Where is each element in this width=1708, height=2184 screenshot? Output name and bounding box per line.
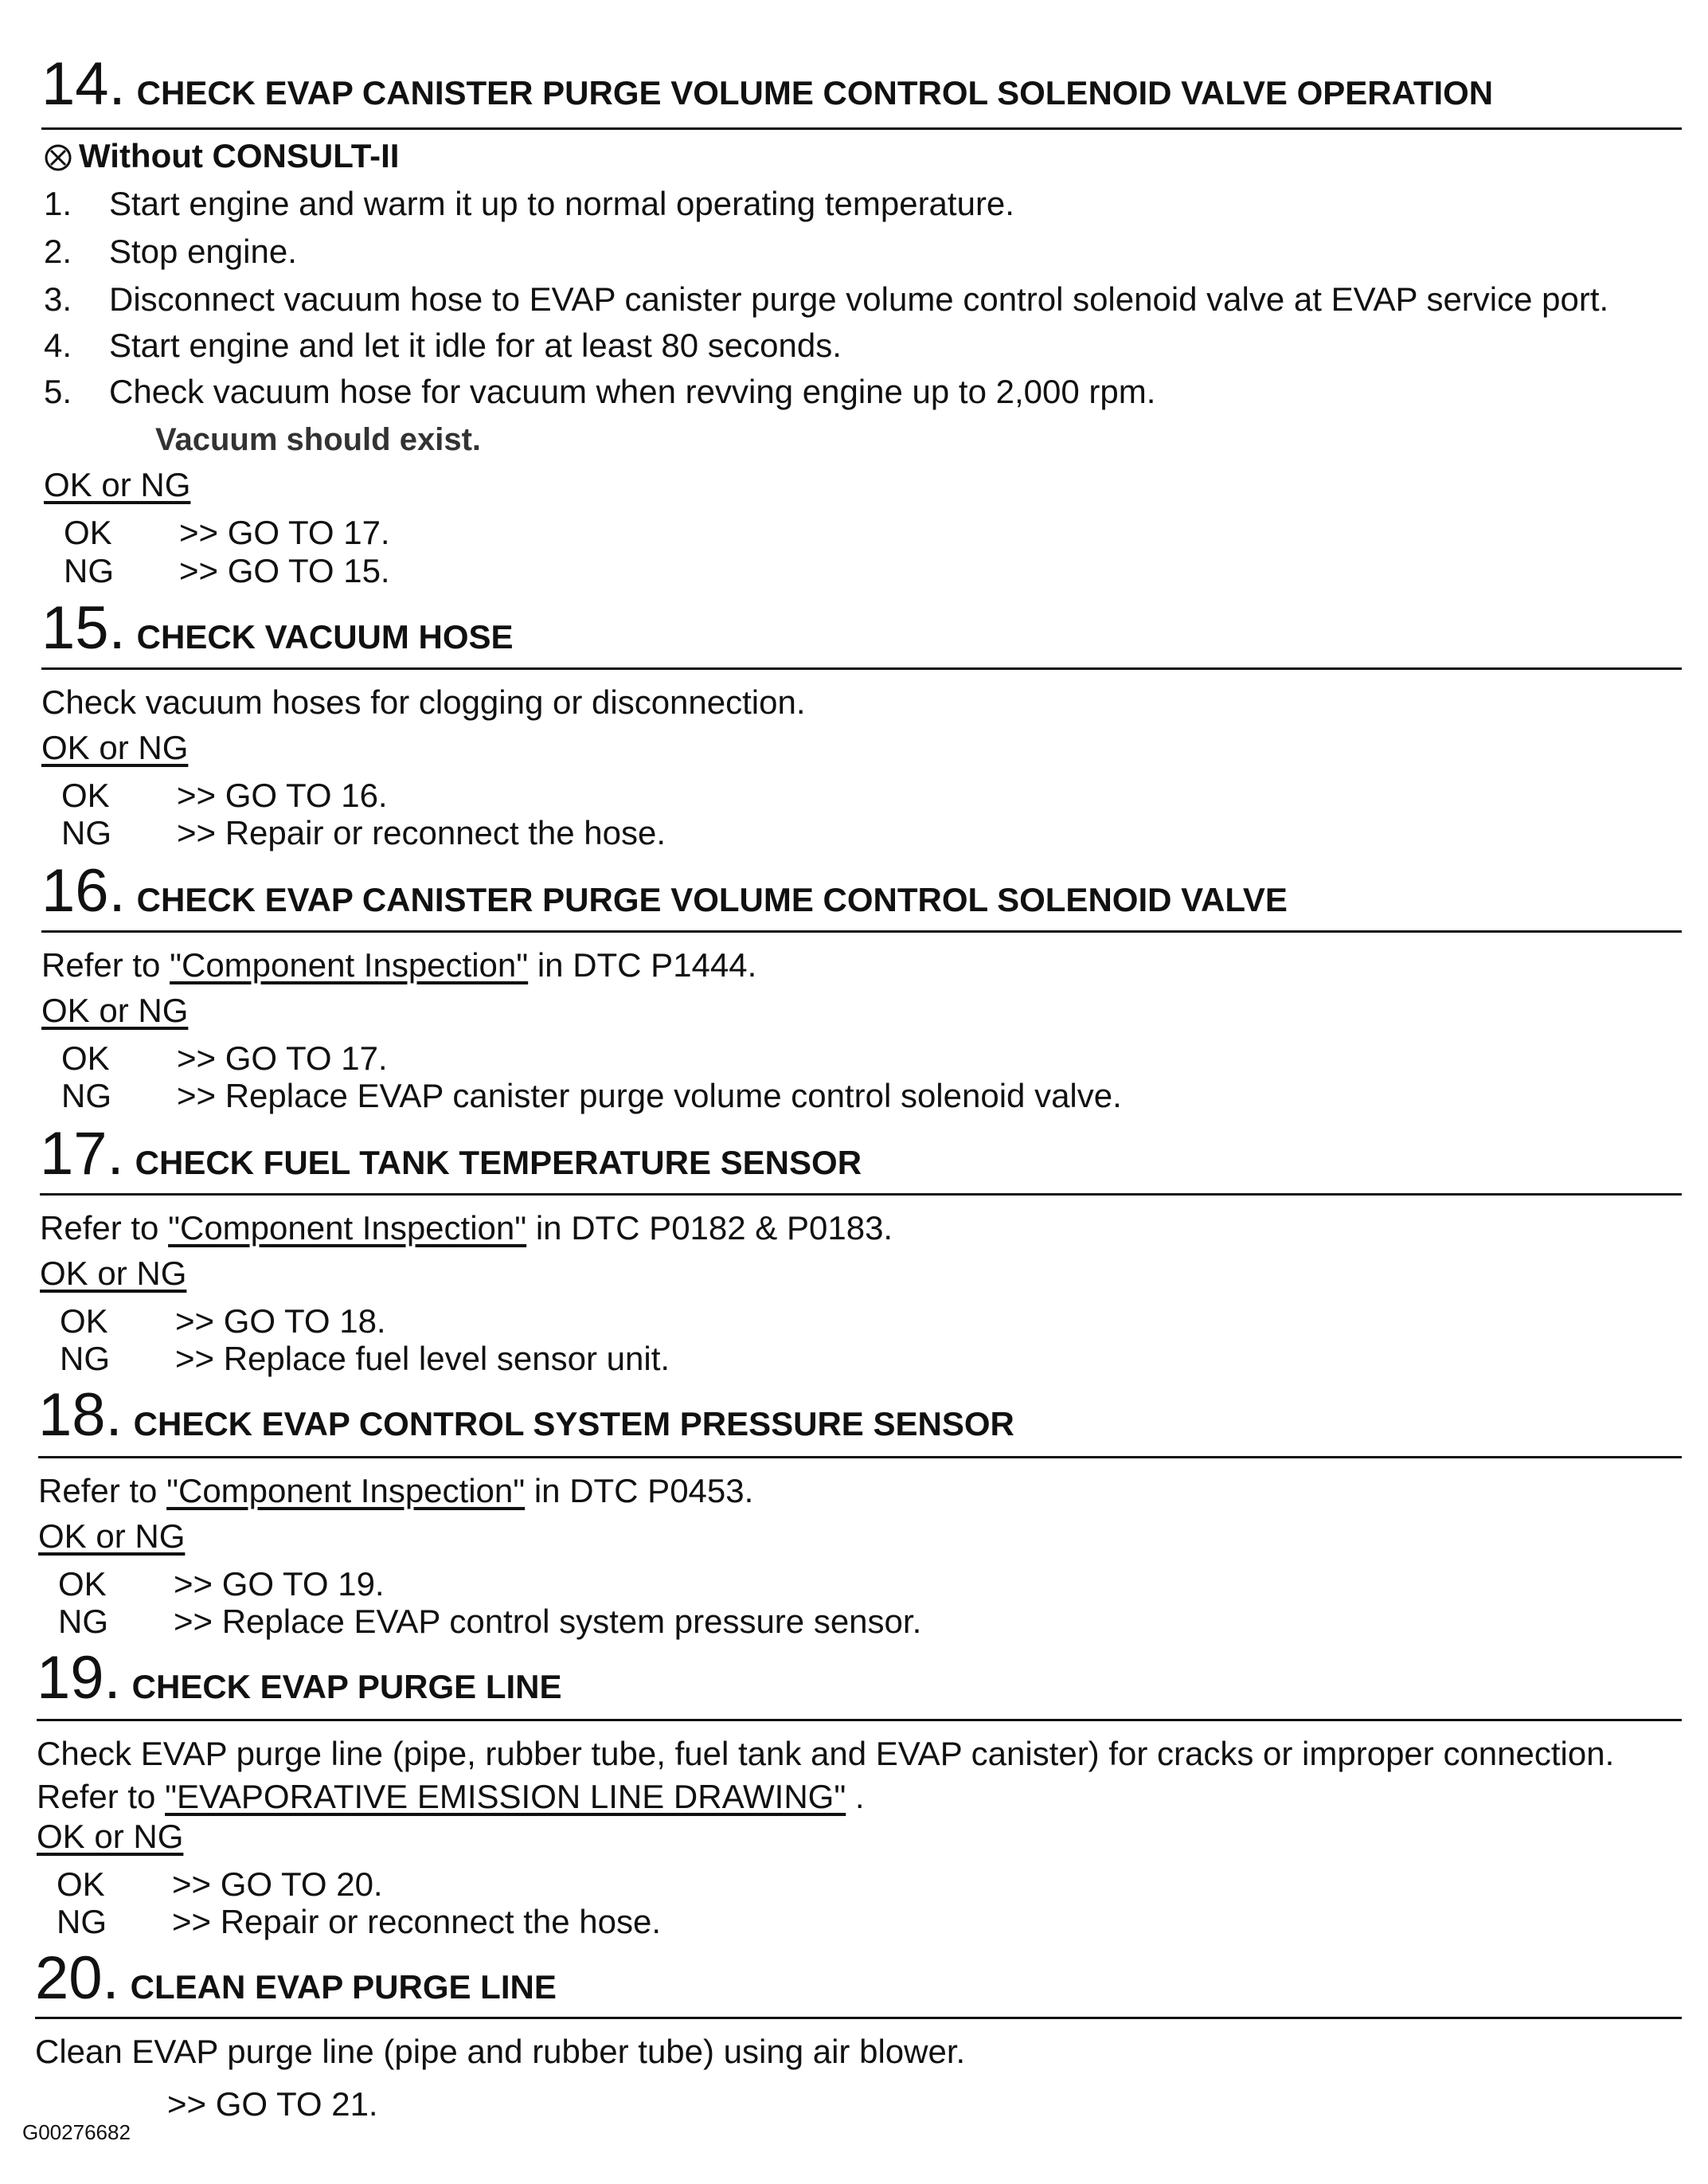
section-body: Clean EVAP purge line (pipe and rubber tube) using air blower. bbox=[35, 2033, 966, 2070]
result-ok: OK >> GO TO 18. bbox=[60, 1302, 386, 1340]
subheading-text: Without CONSULT-II bbox=[79, 137, 400, 174]
section-number: 20. bbox=[35, 1944, 119, 2012]
section-number: 19. bbox=[37, 1644, 121, 1712]
section-number: 16. bbox=[41, 857, 126, 925]
section-divider bbox=[40, 1193, 1682, 1196]
step-5: 5. Check vacuum hose for vacuum when revving engine up to 2,000 rpm. bbox=[44, 373, 1156, 410]
ok-ng-label: OK or NG bbox=[41, 729, 189, 766]
section-body: Refer to "Component Inspection" in DTC P0182 & P0183. bbox=[40, 1209, 893, 1247]
section-title: CHECK EVAP CANISTER PURGE VOLUME CONTROL SOLENOID VALVE OPERATION bbox=[136, 74, 1494, 112]
next-step: >> GO TO 21. bbox=[167, 2085, 378, 2123]
section-title: CLEAN EVAP PURGE LINE bbox=[130, 1968, 557, 2006]
result-ok: OK >> GO TO 17. bbox=[61, 1039, 388, 1077]
section-19-heading bbox=[37, 1643, 562, 1712]
ok-ng-label: OK or NG bbox=[40, 1254, 187, 1292]
section-18-heading bbox=[38, 1380, 1014, 1450]
section-body: Check vacuum hoses for clogging or disconnection. bbox=[41, 683, 806, 721]
result-ng: NG >> Replace EVAP canister purge volume control solenoid valve. bbox=[61, 1077, 1122, 1114]
section-title: CHECK FUEL TANK TEMPERATURE SENSOR bbox=[135, 1144, 862, 1181]
step-4: 4. Start engine and let it idle for at least 80 seconds. bbox=[44, 327, 842, 364]
result-ok: OK >> GO TO 16. bbox=[61, 777, 388, 814]
section-number: 15. bbox=[41, 594, 126, 662]
section-body-refer: Refer to "EVAPORATIVE EMISSION LINE DRAWING" . bbox=[37, 1778, 865, 1815]
spec-note: Vacuum should exist. bbox=[155, 422, 482, 457]
consult-subheading bbox=[44, 137, 399, 175]
component-inspection-link[interactable]: "Component Inspection" bbox=[166, 1472, 526, 1509]
component-inspection-link[interactable]: "Component Inspection" bbox=[170, 946, 529, 984]
result-ng: NG >> Replace fuel level sensor unit. bbox=[60, 1340, 670, 1377]
section-body: Refer to "Component Inspection" in DTC P0453. bbox=[38, 1472, 754, 1509]
result-ng: NG >> Repair or reconnect the hose. bbox=[57, 1903, 662, 1940]
step-1: 1. Start engine and warm it up to normal operating temperature. bbox=[44, 185, 1014, 222]
section-15-heading bbox=[41, 593, 514, 663]
section-14-heading bbox=[41, 49, 1493, 119]
section-number: 14. bbox=[41, 50, 126, 118]
ok-ng-label: OK or NG bbox=[37, 1818, 184, 1855]
ok-ng-label: OK or NG bbox=[44, 466, 191, 503]
section-17-heading bbox=[40, 1119, 862, 1188]
result-ok: OK >> GO TO 19. bbox=[58, 1565, 385, 1603]
result-ng: NG >> GO TO 15. bbox=[64, 552, 390, 589]
section-title: CHECK EVAP CONTROL SYSTEM PRESSURE SENSOR bbox=[133, 1405, 1014, 1442]
section-number: 17. bbox=[40, 1120, 124, 1188]
section-title: CHECK EVAP CANISTER PURGE VOLUME CONTROL SOLENOID VALVE bbox=[136, 881, 1288, 918]
step-2: 2. Stop engine. bbox=[44, 233, 297, 270]
result-ng: NG >> Repair or reconnect the hose. bbox=[61, 814, 666, 851]
result-ok: OK >> GO TO 20. bbox=[57, 1865, 383, 1903]
section-divider bbox=[35, 2017, 1682, 2019]
ok-ng-label: OK or NG bbox=[38, 1517, 186, 1555]
section-16-heading bbox=[41, 856, 1288, 926]
section-number: 18. bbox=[38, 1381, 123, 1449]
section-title: CHECK EVAP PURGE LINE bbox=[131, 1668, 562, 1705]
result-ok: OK >> GO TO 17. bbox=[64, 514, 390, 551]
evaporative-emission-line-drawing-link[interactable]: "EVAPORATIVE EMISSION LINE DRAWING" bbox=[165, 1778, 846, 1815]
section-divider bbox=[38, 1456, 1682, 1458]
section-body: Check EVAP purge line (pipe, rubber tube, fuel tank and EVAP canister) for cracks or improper connection. bbox=[37, 1735, 1615, 1772]
section-divider bbox=[41, 930, 1682, 933]
document-id: G00276682 bbox=[22, 2120, 131, 2144]
section-body: Refer to "Component Inspection" in DTC P1444. bbox=[41, 946, 757, 984]
section-divider bbox=[41, 667, 1682, 670]
result-ng: NG >> Replace EVAP control system pressure sensor. bbox=[58, 1603, 922, 1640]
ok-ng-label: OK or NG bbox=[41, 992, 189, 1029]
section-divider bbox=[37, 1719, 1682, 1721]
section-divider bbox=[41, 127, 1682, 130]
section-title: CHECK VACUUM HOSE bbox=[136, 618, 514, 656]
consult-crossed-icon bbox=[44, 142, 72, 170]
step-3: 3. Disconnect vacuum hose to EVAP canister purge volume control solenoid valve at EVAP service port. bbox=[44, 280, 1609, 318]
section-20-heading bbox=[35, 1943, 557, 2013]
component-inspection-link[interactable]: "Component Inspection" bbox=[168, 1209, 527, 1247]
